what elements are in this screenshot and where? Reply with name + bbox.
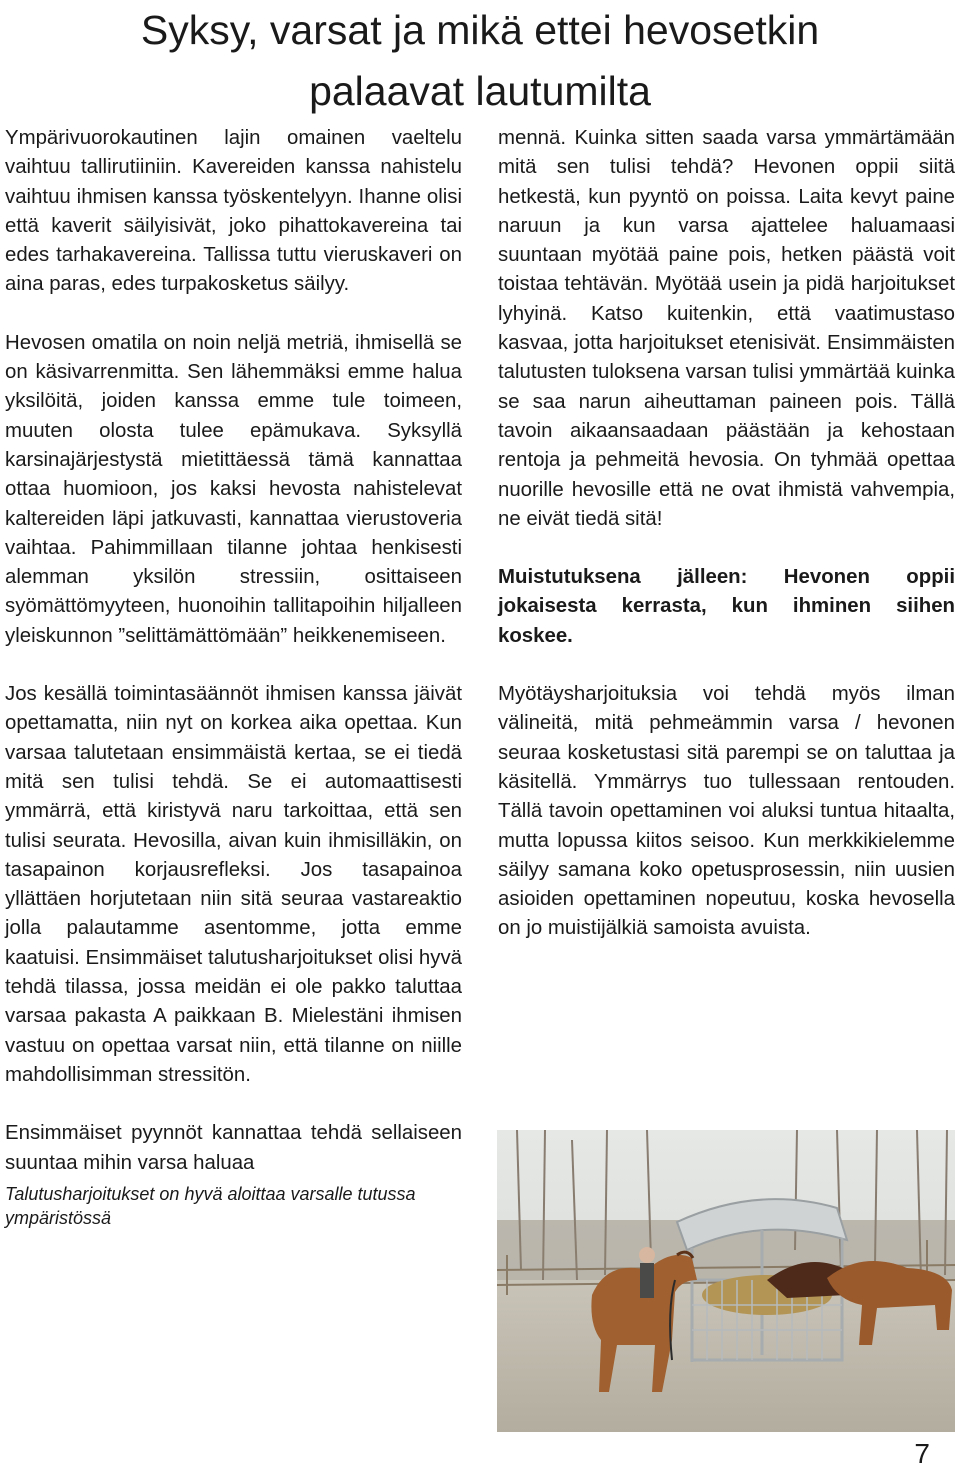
horses-feeder-photo [497, 1130, 955, 1432]
right-paragraph-3: Myötäysharjoituksia voi tehdä myös ilman välineitä, mitä pehmeämmin varsa / hevonen seuraa kosketustasi sitä parempi se on taluttaa ja käsitellä. Ymmärrys tuo tullessaan rentouden. Tällä tavoin opettaminen voi aluksi tuntua hitaalta, mutta lopussa kiitos seisoo. Kun merkkikielemme säilyy samana koko opetusprosessin, niin uusien asioiden opettaminen nopeutuu, koska hevosella on jo muistijälkiä samoista avuista. [498, 683, 955, 940]
title-line-1: Syksy, varsat ja mikä ettei hevosetkin [140, 7, 820, 53]
left-paragraph-1: Ympärivuorokautinen lajin omainen vaeltelu vaihtuu tallirutiiniin. Kavereiden kanssa nahistelu vaihtuu ihmisen kanssa työskentelyyn. Ihanne olisi että kaverit säilyisivät, joko pihattokavereina tai edes tarhakavereina. Tallissa tuttu vieruskaveri on aina paras, edes turpakosketus säilyy. [5, 127, 462, 296]
left-paragraph-3: Jos kesällä toimintasäännöt ihmisen kanssa jäivät opettamatta, niin nyt on korkea aika opettaa. Kun varsaa talutetaan ensimmäistä kertaa, se ei tiedä mitä sen tulisi tehdä. Se ei automaattisesti ymmärrä, että kiristyvä naru tarkoittaa, että sen tulisi seurata. Hevosilla, aivan kuin ihmisilläkin, on tasapainon korjausrefleksi. Jos tasapainoa yllättäen horjutetaan niin sitä seuraa vastareaktio jolla palautamme asentomme, jotta emme kaatuisi. Ensimmäiset talutusharjoitukset olisi hyvä tehdä tilassa, jossa meidän ei ole pakko taluttaa varsaa pakasta A paikkaan B. Mielestäni ihmisen vastuu on opettaa varsat niin, että tilanne on niille mahdollisimman stressitön. [5, 683, 462, 1086]
page-number: 7 [914, 1438, 930, 1469]
right-paragraph-2-emphasis: Muistutuksena jälleen: Hevonen oppii jokaisesta kerrasta, kun ihminen siihen koskee. [498, 566, 955, 647]
right-paragraph-1: mennä. Kuinka sitten saada varsa ymmärtämään mitä sen tulisi tehdä? Hevonen oppii siitä hetkestä, kun pyyntö on poissa. Laita kevyt paine naruun ja kun varsa ajattelee haluamaasi suuntaan myötää paine pois, hetken päästä voit toistaa tehtävän. Myötää usein ja pidä harjoitukset lyhyinä. Katso kuitenkin, että vaatimustaso kasvaa, jotta harjoitukset etenisivät. Ensimmäisten talutusten tuloksena varsan tulisi ymmärtää kuinka se saa narun aiheuttaman paineen pois. Tällä tavoin aikaansaadaan päästään ja kehostaan rentoja ja pehmeitä hevosia. On tyhmää opettaa nuorille hevosille että ne ovat ihmistä vahvempia, ne eivät tiedä sitä! [498, 127, 955, 530]
left-paragraph-2: Hevosen omatila on noin neljä metriä, ihmisellä se on käsivarrenmitta. Sen lähemmäksi emme halua yksilöitä, joiden kanssa emme tule toimeen, muuten olosta tulee epämukava. Syksyllä karsinajärjestystä mietittäessä tämä kannattaa ottaa huomioon, jos kaksi hevosta nahistelevat kaltereiden läpi jatkuvasti, kannattaa vierustoveria vaihtaa. Pahimmillaan tilanne johtaa henkisesti alemman yksilön stressiin, osittaiseen syömättömyyteen, huonoihin tallitapoihin hiljalleen yleiskunnon ”selittämättömään” heikkenemiseen. [5, 331, 462, 647]
left-paragraph-4: Ensimmäiset pyynnöt kannattaa tehdä sellaiseen suuntaa mihin varsa haluaa [5, 1122, 462, 1174]
article-title [0, 0, 960, 122]
right-column [498, 124, 955, 973]
left-column [5, 124, 462, 1230]
title-line-2: palaavat lautumilta [309, 68, 651, 114]
photo-caption: Talutusharjoitukset on hyvä aloittaa varsalle tutussa ympäristössä [5, 1183, 416, 1228]
